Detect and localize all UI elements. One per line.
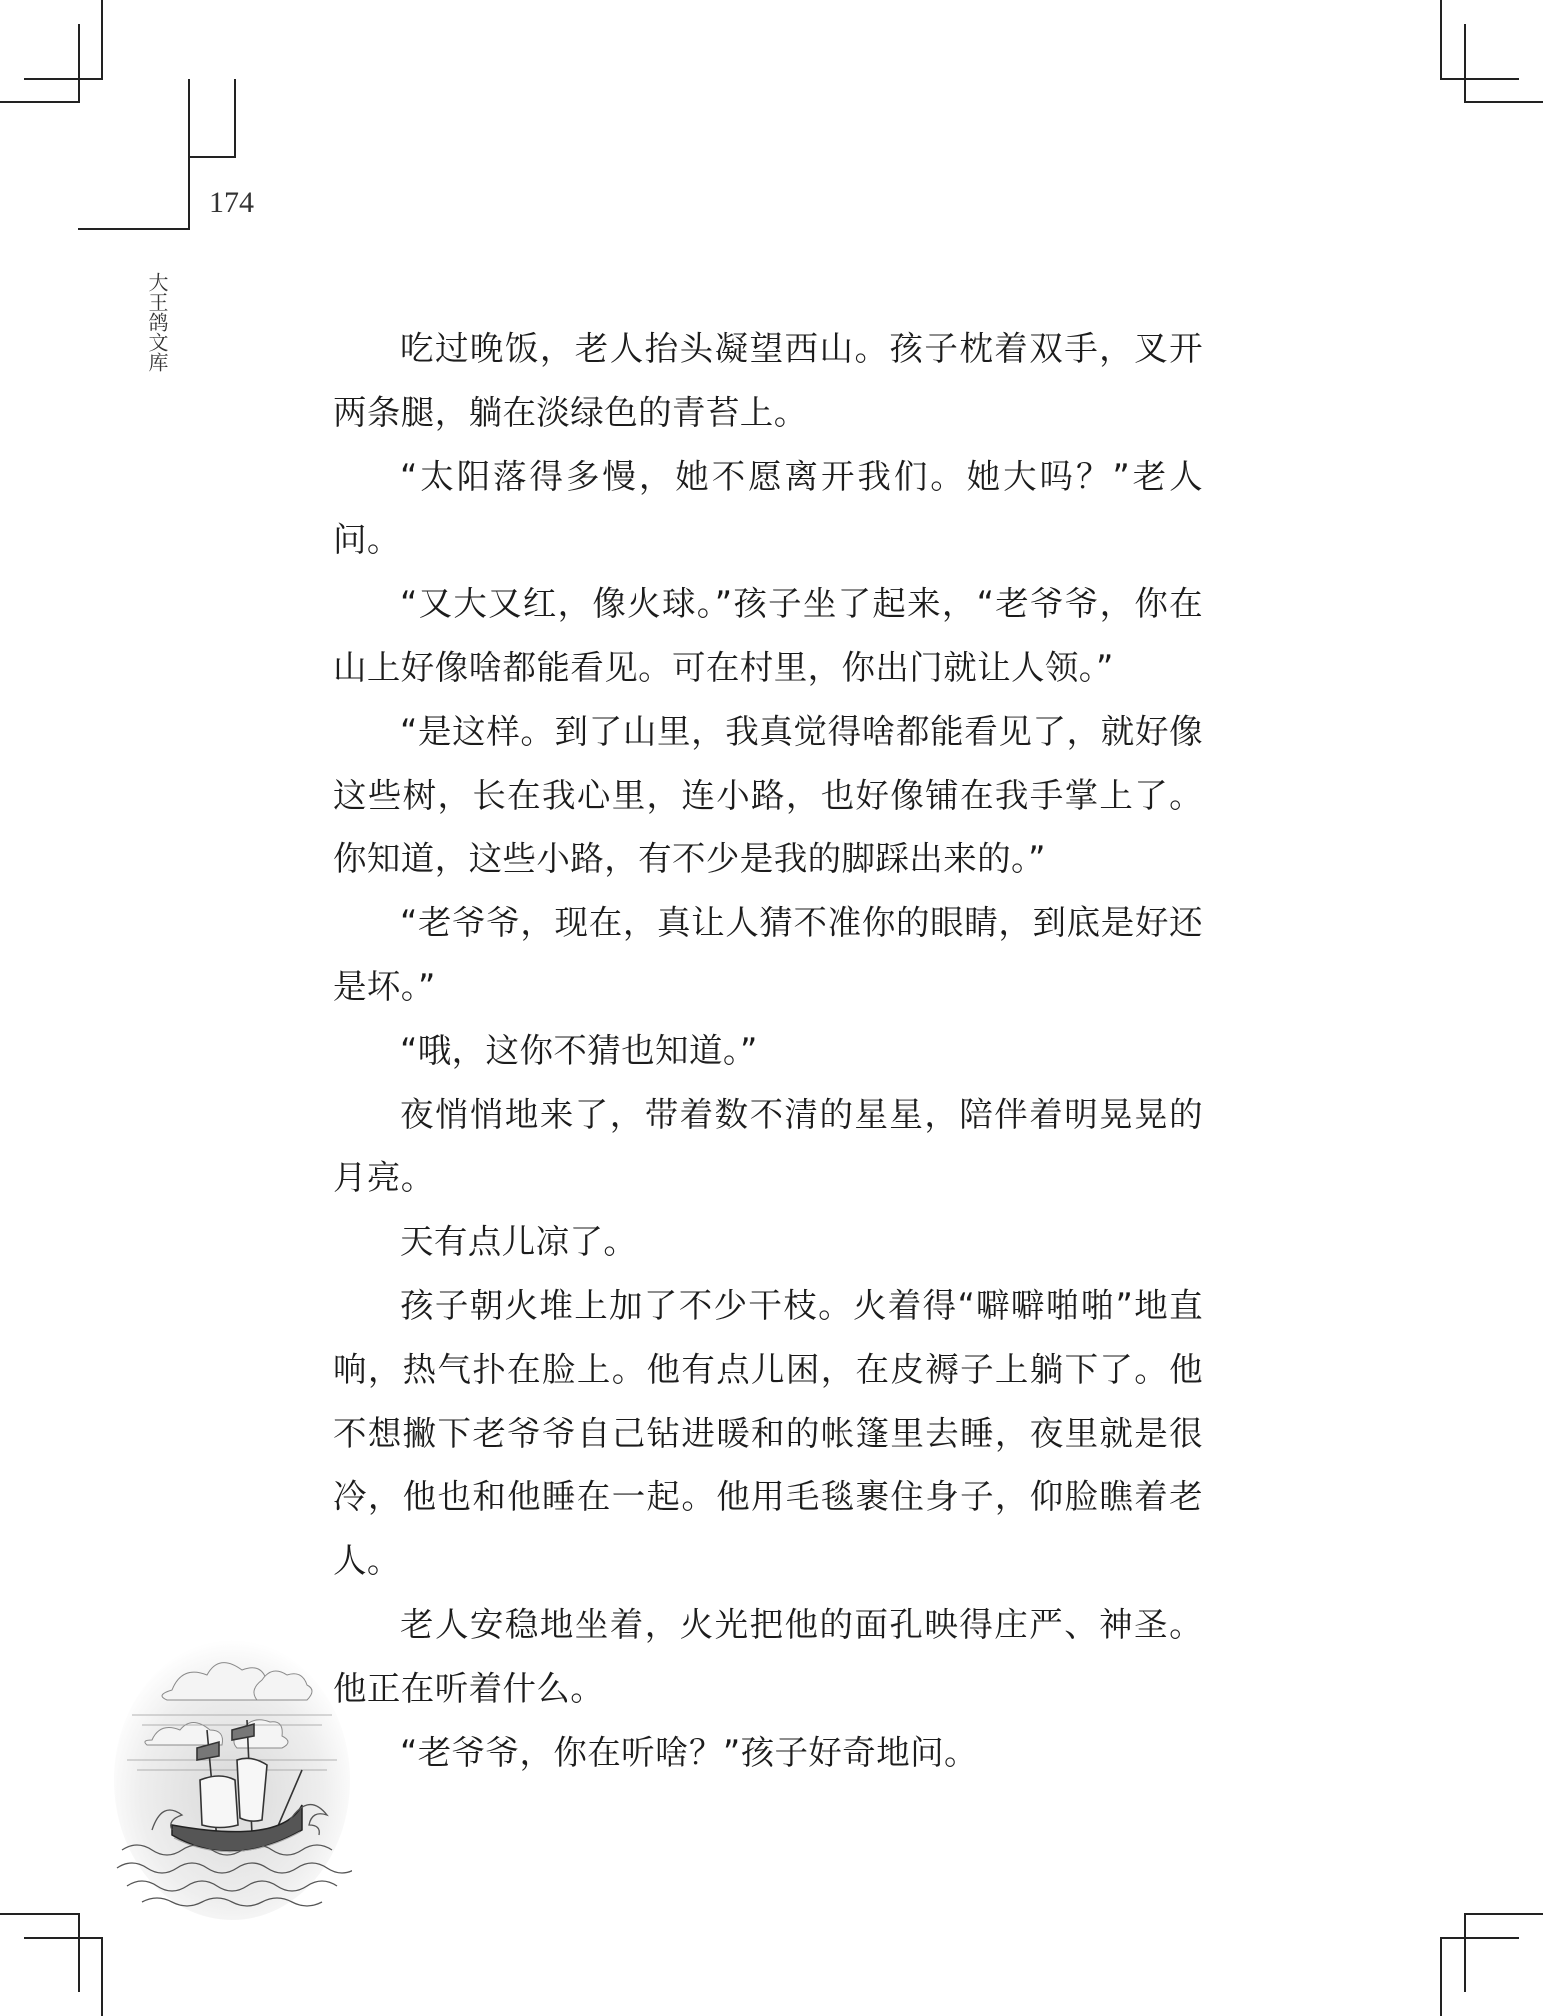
- paragraph: “又大又红，像火球。”孩子坐了起来，“老爷爷，你在山上好像啥都能看见。可在村里，你出门就让人领。”: [333, 584, 1203, 687]
- paragraph: “太阳落得多慢，她不愿离开我们。她大吗？”老人问。: [333, 456, 1203, 560]
- paragraph: 夜悄悄地来了，带着数不清的星星，陪伴着明晃晃的月亮。: [333, 1094, 1203, 1198]
- paragraph: 孩子朝火堆上加了不少干枝。火着得“噼噼啪啪”地直响，热气扑在脸上。他有点儿困，在皮褥子上躺下了。他不想撇下老爷爷自己钻进暖和的帐篷里去睡，夜里就是很冷，他也和他睡在一起。他用毛毯裹住身子，仰脸瞧着老人。: [333, 1285, 1203, 1581]
- paragraph: “老爷爷，你在听啥？”孩子好奇地问。: [400, 1732, 978, 1772]
- paragraph: 老人安稳地坐着，火光把他的面孔映得庄严、神圣。他正在听着什么。: [333, 1604, 1203, 1708]
- paragraph: 天有点儿凉了。: [400, 1222, 638, 1262]
- paragraph: “老爷爷，现在，真让人猜不准你的眼睛，到底是好还是坏。”: [333, 903, 1203, 1006]
- body-text: [333, 317, 1203, 1784]
- paragraph: “哦，这你不猜也知道。”: [400, 1030, 758, 1070]
- series-title: 大王鸽文库: [145, 272, 169, 372]
- ship-illustration: [112, 1630, 352, 1920]
- paragraph: “是这样。到了山里，我真觉得啥都能看见了，就好像这些树，长在我心里，连小路，也好像铺在我手掌上了。你知道，这些小路，有不少是我的脚踩出来的。”: [333, 711, 1203, 879]
- sailing-ship-icon: [112, 1630, 352, 1920]
- paragraph: 吃过晚饭，老人抬头凝望西山。孩子枕着双手，叉开两条腿，躺在淡绿色的青苔上。: [333, 329, 1203, 432]
- page-number: 174: [209, 186, 254, 219]
